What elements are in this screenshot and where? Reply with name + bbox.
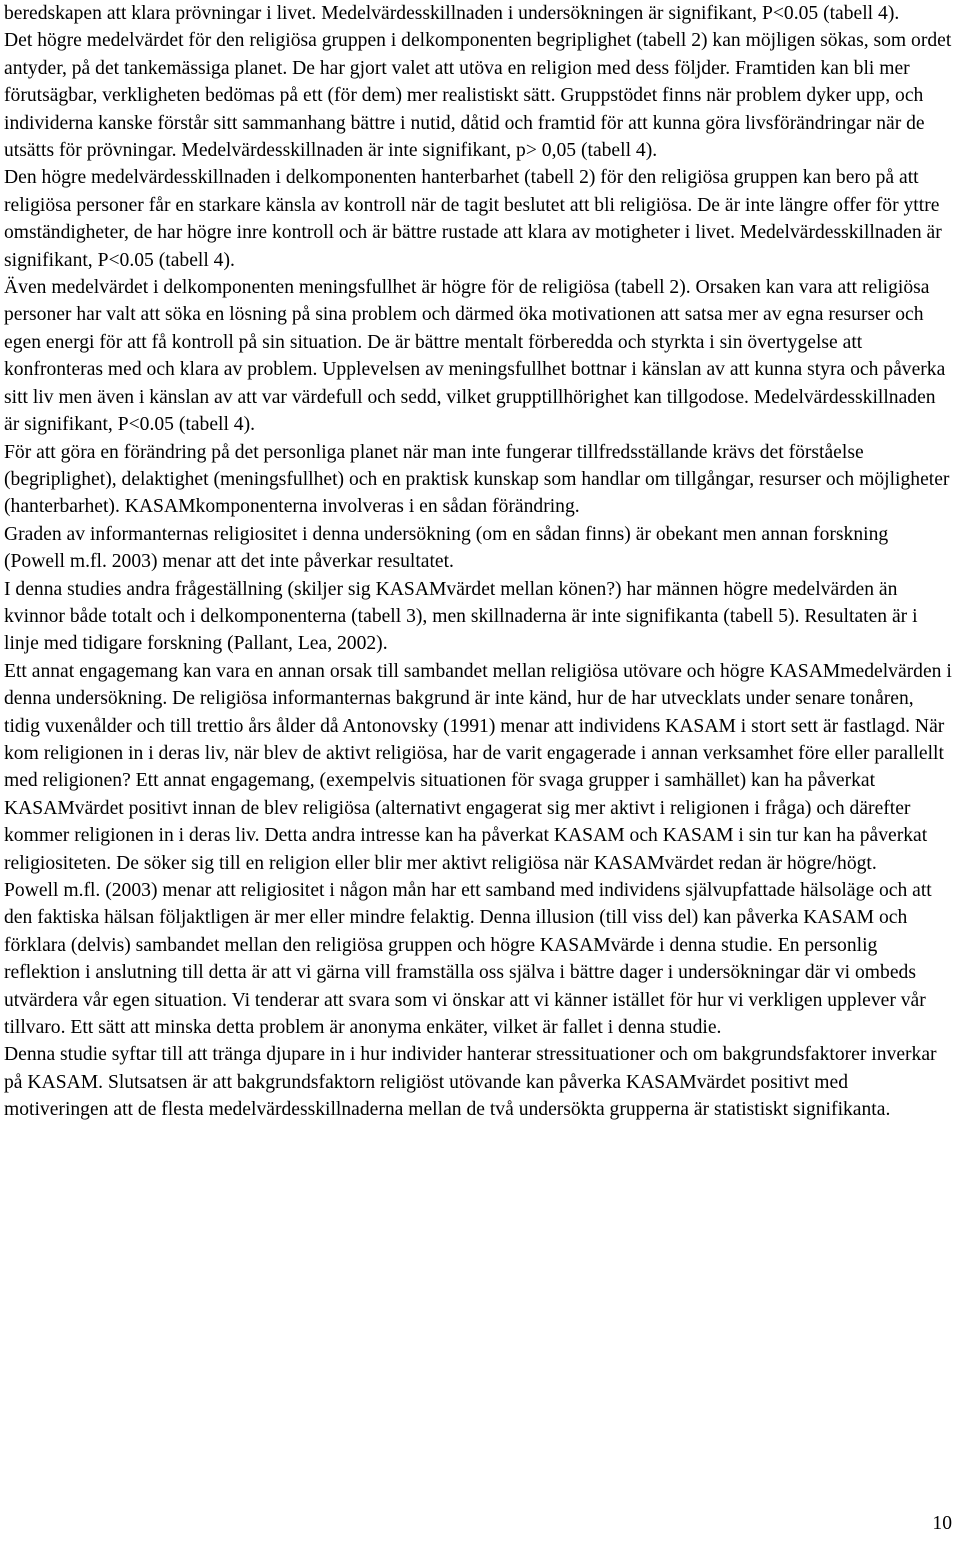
- paragraph-4: Även medelvärdet i delkomponenten meningsfullhet är högre för de religiösa (tabell 2). Orsaken kan vara att religiösa personer har valt att söka en lösning på sina problem och därmed öka motivationen att satsa mer av egna resurser och egen energi för att få kontroll på sin situation. De är bättre mentalt förberedda och styrkta i sin övertygelse att konfronteras med och klara av problem. Upplevelsen av meningsfullhet bottnar i känslan av att kunna styra och påverka sitt liv men även i känslan av att var värdefull och sedd, vilket grupptillhörighet kan tillgodose. Medelvärdesskillnaden är signifikant, P<0.05 (tabell 4).: [4, 277, 946, 436]
- document-body: [4, 0, 954, 1124]
- paragraph-6: Graden av informanternas religiositet i denna undersökning (om en sådan finns) är obekant men annan forskning (Powell m.fl. 2003) menar att det inte påverkar resultatet.: [4, 523, 889, 573]
- paragraph-7: I denna studies andra frågeställning (skiljer sig KASAMvärdet mellan könen?) har männen högre medelvärden än kvinnor både totalt och i delkomponenterna (tabell 3), men skillnaderna är inte signifikanta (tabell 5). Resultaten är i linje med tidigare forskning (Pallant, Lea, 2002).: [4, 578, 918, 655]
- paragraph-1: beredskapen att klara prövningar i livet. Medelvärdesskillnaden i undersökningen är signifikant, P<0.05 (tabell 4).: [4, 3, 900, 24]
- paragraph-10: Denna studie syftar till att tränga djupare in i hur individer hanterar stressituationer och om bakgrundsfaktorer inverkar på KASAM. Slutsatsen är att bakgrundsfaktorn religiöst utövande kan påverka KASAMvärdet positivt med motiveringen att de flesta medelvärdesskillnaderna mellan de två undersökta grupperna är statistiskt signifikanta.: [4, 1044, 937, 1121]
- paragraph-2: Det högre medelvärdet för den religiösa gruppen i delkomponenten begriplighet (tabell 2) kan möjligen sökas, som ordet antyder, på det tankemässiga planet. De har gjort valet att utöva en religion med dess följder. Framtiden kan bli mer förutsägbar, verkligheten bedömas på ett (för dem) mer realistiskt sätt. Gruppstödet finns när problem dyker upp, och individerna kanske förstår sitt sammanhang bättre i nutid, dåtid och framtid för att kunna göra livsförändringar när de utsätts för prövningar. Medelvärdesskillnaden är inte signifikant, p> 0,05 (tabell 4).: [4, 30, 952, 162]
- paragraph-8: Ett annat engagemang kan vara en annan orsak till sambandet mellan religiösa utövare och högre KASAMmedelvärden i denna undersökning. De religiösa informanternas bakgrund är inte känd, hur de har utvecklats under senare tonåren, tidig vuxenålder och till trettio års ålder då Antonovsky (1991) menar att individens KASAM i stort sett är fastlagd. När kom religionen in i deras liv, när blev de aktivt religiösa, har de varit engagerade i annan verksamhet före eller parallellt med religionen? Ett annat engagemang, (exempelvis situationen för svaga grupper i samhället) kan ha påverkat KASAMvärdet positivt innan de blev religiösa (alternativt engagerat sig mer aktivt i religionen i fråga) och därefter kommer religionen in i deras liv. Detta andra intresse kan ha påverkat KASAM och KASAM i sin tur kan ha påverkat religiositeten. De söker sig till en religion eller blir mer aktivt religiösa när KASAMvärdet redan är högre/högt.: [4, 660, 952, 874]
- paragraph-3: Den högre medelvärdesskillnaden i delkomponenten hanterbarhet (tabell 2) för den religiösa gruppen kan bero på att religiösa personer får en starkare känsla av kontroll när de tagit beslutet att bli religiösa. De är inte längre offer för yttre omständigheter, de har högre inre kontroll och är bättre rustade att klara av motigheter i livet. Medelvärdesskillnaden är signifikant, P<0.05 (tabell 4).: [4, 167, 942, 271]
- paragraph-5: För att göra en förändring på det personliga planet när man inte fungerar tillfredsställande krävs det förståelse (begriplighet), delaktighet (meningsfullhet) och en praktisk kunskap som handlar om tillgångar, resurser och möjligheter (hanterbarhet). KASAMkomponenterna involveras i en sådan förändring.: [4, 441, 950, 518]
- paragraph-9: Powell m.fl. (2003) menar att religiositet i någon mån har ett samband med individens självupfattade hälsoläge och att den faktiska hälsan följaktligen är mer eller mindre felaktig. Denna illusion (till viss del) kan påverka KASAM och förklara (delvis) sambandet mellan den religiösa gruppen och högre KASAMvärde i denna studie. En personlig reflektion i anslutning till detta är att vi gärna vill framställa oss själva i bättre dager i undersökningar där vi ombeds utvärdera vår egen situation. Vi tenderar att svara som vi önskar att vi känner istället för hur vi verkligen upplever vår tillvaro. Ett sätt att minska detta problem är anonyma enkäter, vilket är fallet i denna studie.: [4, 880, 932, 1039]
- page-number: 10: [932, 1513, 952, 1534]
